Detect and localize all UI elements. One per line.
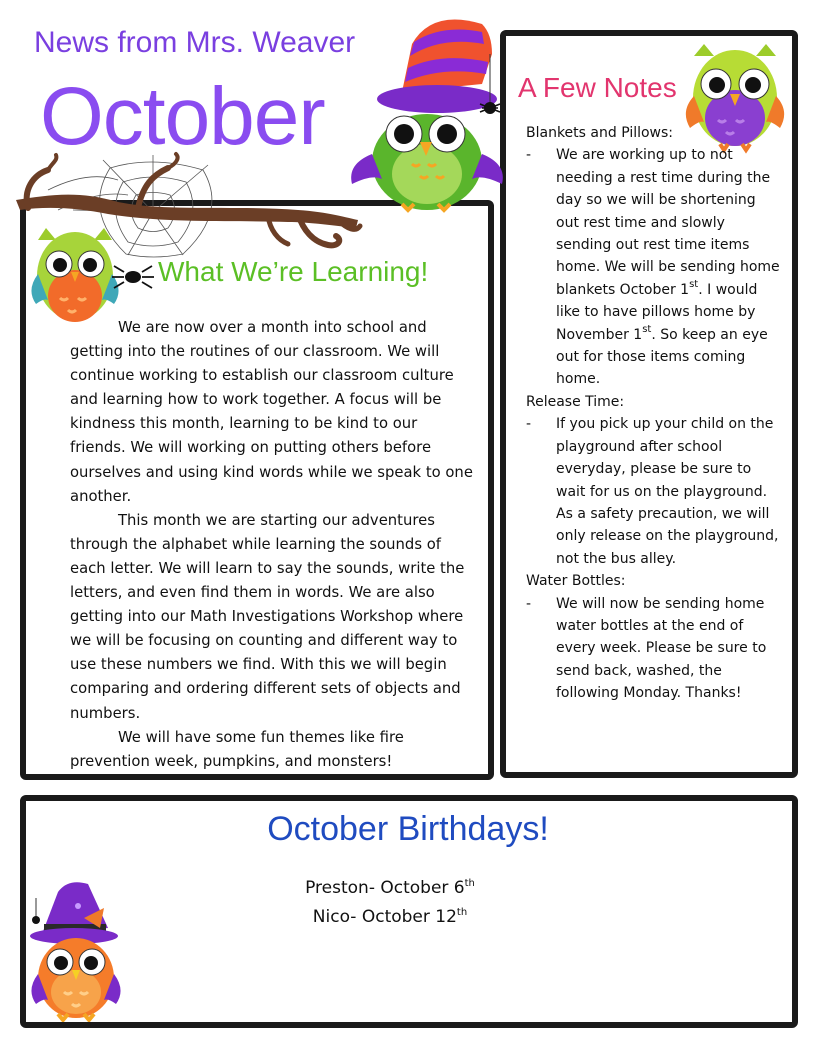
news-label: News from Mrs. Weaver	[34, 26, 356, 59]
notes-bullet: - If you pick up your child on the playground after school everyday, please be sure to wait for us on the playground. As a safety precaution, we will only release on the playground, not the bus alley.	[526, 413, 782, 570]
notes-heading: A Few Notes	[518, 72, 677, 103]
witch-hat-orange-owl-icon	[28, 878, 124, 1022]
notes-bullet: - We will now be sending home water bottles at the end of every week. Please be sure to send back, washed, the following Monday. Thanks!	[526, 593, 782, 705]
notes-section-label: Release Time:	[526, 393, 625, 410]
birthday-entry: Preston- October 6th	[305, 878, 475, 898]
birthdays-heading: October Birthdays!	[267, 810, 549, 848]
witch-hat-owl-icon	[342, 14, 512, 214]
learning-heading: What We’re Learning!	[158, 256, 429, 287]
learning-paragraph: This month we are starting our adventures through the alphabet while learning the sounds of each letter. We will learn to say the sounds, write the letters, and even find them in words. We are also getting into our Math Investigations Workshop where we will be focusing on counting and different way to use these numbers we find. With this we will begin comparing and ordering different sets of objects and numbers.	[70, 511, 465, 722]
orange-owl-icon	[30, 222, 120, 326]
notes-content	[526, 122, 782, 705]
birthdays-list	[240, 874, 540, 932]
notes-section-label: Blankets and Pillows:	[526, 125, 674, 141]
learning-paragraph: We are now over a month into school and getting into the routines of our classroom. We will continue working to establish our classroom culture and learning how to work together. A focus will be kindness this month, learning to be kind to our friends. We will working on putting others before ourselves and using kind words while we speak to one another.	[70, 319, 473, 505]
notes-bullet: - We are working up to not needing a rest time during the day so we will be shortening out rest time and slowly sending out rest time items home. We will be sending home blankets October 1st. I would like to have pillows home by November 1st. So keep an eye out for those items coming home.	[526, 144, 782, 390]
learning-paragraph: We will have some fun themes like fire prevention week, pumpkins, and monsters!	[70, 728, 404, 770]
spider-icon	[110, 262, 156, 292]
notes-section-label: Water Bottles:	[526, 573, 626, 590]
learning-content	[70, 316, 474, 774]
month-title: October	[40, 71, 325, 162]
birthday-entry: Nico- October 12th	[312, 907, 468, 927]
